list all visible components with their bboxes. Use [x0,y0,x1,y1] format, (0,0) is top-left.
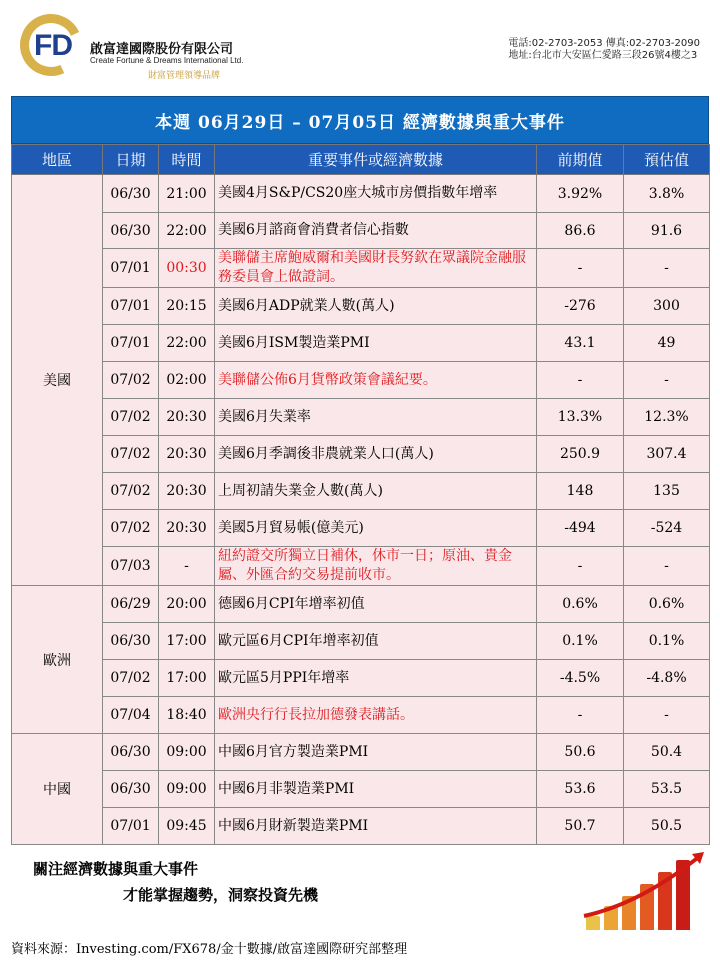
time-cell: - [159,547,215,586]
table-header-row [12,145,710,175]
table-row [12,510,710,547]
time-cell: 09:45 [159,808,215,845]
previous-cell: -276 [537,288,624,325]
event-cell: 紐約證交所獨立日補休，休市一日；原油、貴金屬、外匯合約交易提前收市。 [215,547,537,586]
col-header-time: 時間 [159,145,215,175]
event-cell: 美國4月S&P/CS20座大城市房價指數年增率 [215,175,537,213]
event-cell: 中國6月官方製造業PMI [215,734,537,771]
date-cell: 07/04 [103,697,159,734]
event-cell: 美國6月ADP就業人數(萬人) [215,288,537,325]
rising-bars-graphic-icon [580,850,710,930]
date-cell: 06/30 [103,734,159,771]
event-cell: 美聯儲公佈6月貨幣政策會議紀要。 [215,362,537,399]
time-cell: 22:00 [159,213,215,249]
forecast-cell: - [624,362,710,399]
event-cell: 歐元區6月CPI年增率初值 [215,623,537,660]
forecast-cell: 50.4 [624,734,710,771]
previous-cell: - [537,547,624,586]
previous-cell: 250.9 [537,436,624,473]
event-cell: 歐洲央行行長拉加德發表講話。 [215,697,537,734]
forecast-cell: -4.8% [624,660,710,697]
table-row [12,325,710,362]
date-cell: 07/01 [103,288,159,325]
footer-slogan-line2: 才能掌握趨勢，洞察投資先機 [123,886,319,904]
previous-cell: - [537,697,624,734]
col-header-date: 日期 [103,145,159,175]
date-cell: 06/30 [103,175,159,213]
event-cell: 美國6月ISM製造業PMI [215,325,537,362]
date-cell: 06/30 [103,623,159,660]
event-cell: 美國6月失業率 [215,399,537,436]
time-cell: 20:00 [159,586,215,623]
previous-cell: 86.6 [537,213,624,249]
table-title: 本週 06月29日 – 07月05日 經濟數據與重大事件 [11,96,709,144]
footer-slogan-line1: 關注經濟數據與重大事件 [33,860,199,878]
time-cell: 20:30 [159,399,215,436]
time-cell: 00:30 [159,249,215,288]
table-row [12,473,710,510]
date-cell: 07/02 [103,510,159,547]
date-cell: 07/02 [103,660,159,697]
event-cell: 美國6月諮商會消費者信心指數 [215,213,537,249]
time-cell: 09:00 [159,771,215,808]
table-row [12,734,710,771]
table-row [12,697,710,734]
previous-cell: -494 [537,510,624,547]
forecast-cell: 135 [624,473,710,510]
event-cell: 中國6月非製造業PMI [215,771,537,808]
event-cell: 歐元區5月PPI年增率 [215,660,537,697]
event-cell: 美國6月季調後非農就業人口(萬人) [215,436,537,473]
previous-cell: 3.92% [537,175,624,213]
company-name-zh: 啟富達國際股份有限公司 [90,42,234,57]
forecast-cell: - [624,249,710,288]
date-cell: 07/01 [103,249,159,288]
time-cell: 22:00 [159,325,215,362]
time-cell: 17:00 [159,660,215,697]
table-row [12,771,710,808]
previous-cell: 50.7 [537,808,624,845]
company-logo [20,14,290,84]
address-line: 地址:台北市大安區仁愛路三段26號4樓之3 [508,50,698,61]
previous-cell: 0.6% [537,586,624,623]
col-header-forecast: 預估值 [624,145,710,175]
time-cell: 09:00 [159,734,215,771]
forecast-cell: 300 [624,288,710,325]
previous-cell: -4.5% [537,660,624,697]
table-row [12,623,710,660]
time-cell: 21:00 [159,175,215,213]
date-cell: 06/30 [103,771,159,808]
table-row [12,249,710,288]
time-cell: 02:00 [159,362,215,399]
previous-cell: 148 [537,473,624,510]
event-cell: 上周初請失業金人數(萬人) [215,473,537,510]
date-cell: 07/02 [103,436,159,473]
region-cell-europe: 歐洲 [12,586,103,734]
col-header-region: 地區 [12,145,103,175]
event-cell: 美聯儲主席鮑威爾和美國財長努欽在眾議院金融服務委員會上做證詞。 [215,249,537,288]
region-cell-us: 美國 [12,175,103,586]
time-cell: 20:30 [159,473,215,510]
table-row [12,213,710,249]
forecast-cell: 0.1% [624,623,710,660]
time-cell: 18:40 [159,697,215,734]
previous-cell: - [537,249,624,288]
time-cell: 20:15 [159,288,215,325]
event-cell: 美國5月貿易帳(億美元) [215,510,537,547]
previous-cell: - [537,362,624,399]
table-row [12,399,710,436]
time-cell: 20:30 [159,436,215,473]
forecast-cell: 3.8% [624,175,710,213]
forecast-cell: 49 [624,325,710,362]
date-cell: 07/02 [103,399,159,436]
table-row [12,362,710,399]
previous-cell: 53.6 [537,771,624,808]
table-row [12,660,710,697]
events-table-container [11,96,709,845]
phone-line: 電話:02-2703-2053 傳真:02-2703-2090 [508,38,700,49]
date-cell: 07/01 [103,808,159,845]
forecast-cell: 91.6 [624,213,710,249]
col-header-previous: 前期值 [537,145,624,175]
previous-cell: 50.6 [537,734,624,771]
event-cell: 中國6月財新製造業PMI [215,808,537,845]
table-row [12,808,710,845]
forecast-cell: 307.4 [624,436,710,473]
forecast-cell: -524 [624,510,710,547]
data-source-note: 資料來源：Investing.com/FX678/金十數據/啟富達國際研究部整理 [11,942,408,957]
event-cell: 德國6月CPI年增率初值 [215,586,537,623]
company-name-en: Create Fortune & Dreams International Ltd. [90,56,244,65]
table-row [12,547,710,586]
date-cell: 06/29 [103,586,159,623]
previous-cell: 13.3% [537,399,624,436]
time-cell: 17:00 [159,623,215,660]
previous-cell: 43.1 [537,325,624,362]
logo-mark: FD [34,29,72,62]
time-cell: 20:30 [159,510,215,547]
company-slogan: 財富管理領導品牌 [148,71,221,81]
forecast-cell: - [624,697,710,734]
date-cell: 07/01 [103,325,159,362]
previous-cell: 0.1% [537,623,624,660]
table-row [12,586,710,623]
region-cell-china: 中國 [12,734,103,845]
col-header-event: 重要事件或經濟數據 [215,145,537,175]
events-table [11,144,710,845]
date-cell: 07/03 [103,547,159,586]
date-cell: 07/02 [103,473,159,510]
date-cell: 06/30 [103,213,159,249]
date-cell: 07/02 [103,362,159,399]
forecast-cell: 53.5 [624,771,710,808]
contact-info [508,38,700,62]
page-header [0,0,720,92]
forecast-cell: - [624,547,710,586]
table-row [12,436,710,473]
forecast-cell: 50.5 [624,808,710,845]
forecast-cell: 0.6% [624,586,710,623]
table-row [12,288,710,325]
table-row [12,175,710,213]
forecast-cell: 12.3% [624,399,710,436]
